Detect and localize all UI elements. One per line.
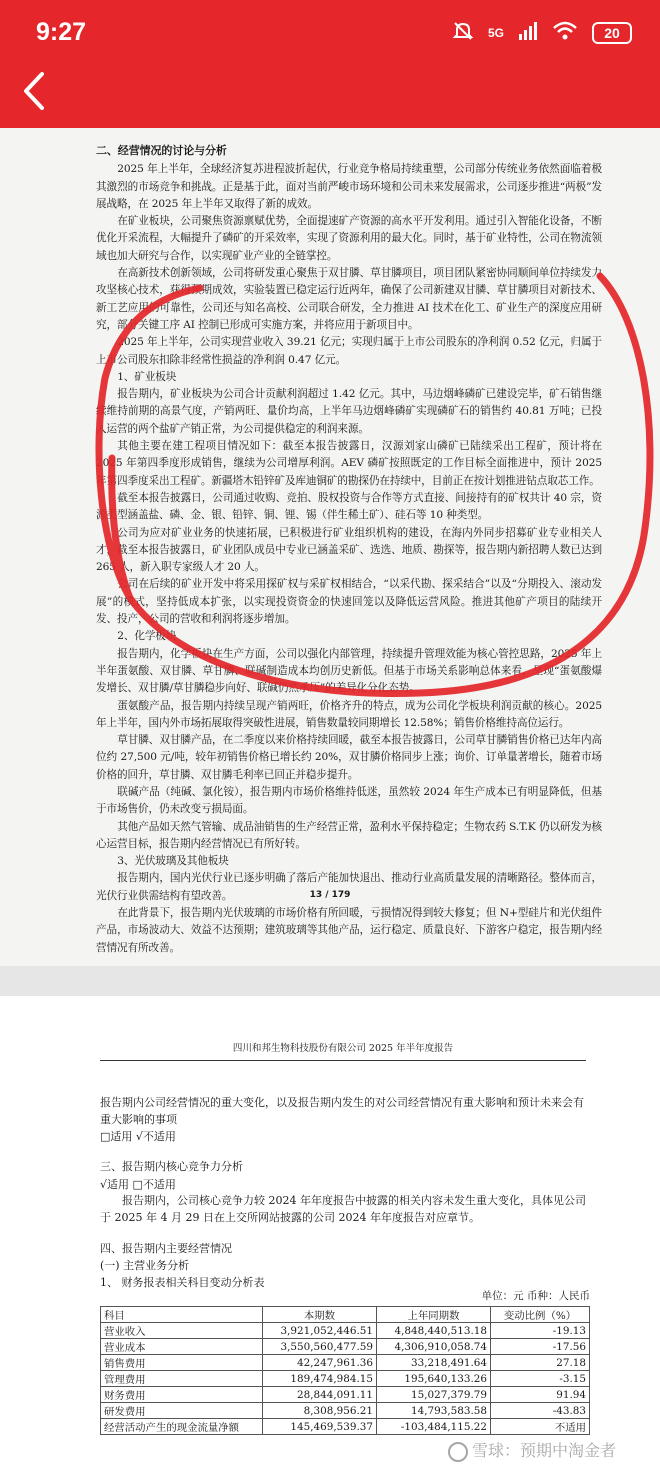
table-row [101,1419,590,1435]
table-cell: 15,027,379.79 [377,1387,491,1403]
table-cell: -17.56 [491,1339,590,1355]
table-cell: -103,484,115.22 [377,1419,491,1435]
watermark [448,1438,616,1462]
battery-indicator: 20 [592,22,632,44]
table-cell: 营业成本 [101,1339,263,1355]
chevron-left-icon [16,66,56,116]
page-number: 13 / 179 [309,890,351,900]
table-cell: 28,844,091.11 [263,1387,377,1403]
table-header: 科目 [101,1307,263,1323]
document-body [96,138,602,957]
section3-text: 报告期内，公司核心竞争力较 2024 年年度报告中披露的相关内容未发生重大变化，具体见公司于 2025 年 4 月 29 日在上交所网站披露的公司 2024 年年度报告对应章节。 [100,1194,586,1224]
table-cell: -43.83 [491,1403,590,1419]
paragraph: 在此背景下，报告期内光伏玻璃的市场价格有所回暖，亏损情况得到较大修复；但 N+型硅片和光伏组件产品，市场波动大、效益不达预期；建筑玻璃等其他产品，运行稳定、质量良好、下游客户稳定，报告期内经营情况有所改善。 [96,907,602,954]
table-cell: 不适用 [491,1419,590,1435]
table-row [101,1323,590,1339]
table-cell: 91.94 [491,1387,590,1403]
page-gap [0,966,660,996]
table-cell: 3,550,560,477.59 [263,1339,377,1355]
sub1-title: (一) 主营业务分析 [100,1259,190,1272]
table-header: 本期数 [263,1307,377,1323]
network-type: 5G [487,26,504,40]
table-row [101,1403,590,1419]
paragraph: 报告期内，化学板块在生产方面，公司以强化内部管理，持续提升管理效能为核心管控思路，2025 年上半年蛋氨酸、双甘膦、草甘膦、联碱制造成本均创历史新低。但基于市场关系影响总体来看，呈现“蛋氨酸爆发增长、双甘膦/草甘膦稳步向好、联碱仍然承压”的差异化分化态势。 [96,647,602,695]
table-cell: 4,848,440,513.18 [377,1323,491,1339]
table-cell: 8,308,956.21 [263,1403,377,1419]
paragraph: 联碱产品（纯碱、氯化铵），报告期内市场价格维持低迷，虽然较 2024 年生产成本已有明显降低，但基于市场售价，仍未改变亏损局面。 [96,785,602,816]
table-cell: 财务费用 [101,1387,263,1403]
table-cell: 189,474,984.15 [263,1371,377,1387]
status-icons [452,20,632,46]
table-row [101,1371,590,1387]
paragraph: 2025 年上半年，全球经济复苏进程波折起伏，行业竞争格局持续重塑，公司部分传统业务依然面临着极其激烈的市场竞争和挑战。正是基于此，面对当前严峻市场环境和公司未来发展需求，公司逐步推进“两极”发展战略，在 2025 年上半年又取得了新的成效。 [96,163,602,210]
unit-line: 单位：元 币种：人民币 [481,1290,590,1302]
signal-icon [518,22,538,44]
mining-title: 1、矿业板块 [117,370,177,383]
table-cell: 14,793,583.58 [377,1403,491,1419]
section3-title: 三、报告期内核心竞争力分析 [100,1160,243,1173]
table-cell: 研发费用 [101,1403,263,1419]
document-page-1 [0,128,660,966]
paragraph: 公司在后续的矿业开发中将采用探矿权与采矿权相结合，“以采代勘、探采结合”以及“分期投入、滚动发展”的模式，坚持低成本扩张，以实现投资资金的快速回笼以及降低运营风险。推进其他矿产项目的陆续开发、投产，公司的营收和利润将逐步增加。 [96,578,602,626]
table-cell: 33,218,491.64 [377,1355,491,1371]
mute-icon [452,20,474,46]
table-cell: 42,247,961.36 [263,1355,377,1371]
paragraph: 其他产品如天然气管输、成品油销售的生产经营正常，盈利水平保持稳定；生物农药 S.T.K 仍以研发为核心运营目标，报告期内经营情况已有所好转。 [96,820,602,850]
table-cell: 145,469,539.37 [263,1419,377,1435]
report-header: 四川和邦生物科技股份有限公司 2025 年半年度报告 [100,1040,586,1061]
table-header: 变动比例（%） [491,1307,590,1323]
table-cell: 4,306,910,058.74 [377,1339,491,1355]
table-header: 上年同期数 [377,1307,491,1323]
major-change-title: 报告期内公司经营情况的重大变化，以及报告期内发生的对公司经营情况有重大影响和预计未来会有重大影响的事项 [100,1096,584,1126]
paragraph: 在矿业板块，公司聚焦资源禀赋优势，全面提速矿产资源的高水平开发利用。通过引入智能化设备，不断优化开采流程，大幅提升了磷矿的开采效率，实现了资源利用的最大化。同时，基于矿业特性，公司在物流领域也加大研究与合作，以实现矿业产业的全链掌控。 [96,215,602,262]
chem-title: 2、化学板块 [117,630,177,643]
table-cell: 销售费用 [101,1355,263,1371]
table-header-row [101,1307,590,1323]
watermark-text: 雪球：预期中淘金者 [472,1441,617,1460]
major-change-check: □适用 √不适用 [100,1130,176,1143]
paragraph: 2025 年上半年，公司实现营业收入 39.21 亿元；实现归属于上市公司股东的净利润 0.52 亿元，归属于上市公司股东扣除非经常性损益的净利润 0.47 亿元。 [96,336,602,366]
app-header [0,0,660,128]
table-row [101,1355,590,1371]
document-page-2 [0,996,660,1467]
table-cell: -3.15 [491,1371,590,1387]
wifi-icon [552,21,578,45]
table-cell: 27.18 [491,1355,590,1371]
paragraph: 公司为应对矿业业务的快速拓展，已积极进行矿业组织机构的建设，在海内外同步招募矿业专业相关人才，截至本报告披露日，矿业团队成员中专业已涵盖采矿、选选、地质、勘探等，报告期内新招聘人数已达到 265 人，新入职专家级人才 20 人。 [96,526,602,574]
financial-table [100,1306,590,1435]
section-heading: 二、经营情况的讨论与分析 [96,144,227,157]
snowball-logo-icon [448,1442,468,1462]
back-button[interactable] [16,66,60,116]
status-time: 9:27 [36,18,87,46]
paragraph: 在高新技术创新领域，公司将研发重心聚焦于双甘膦、草甘膦项目，项目团队紧密协同顺间单位持续发力攻坚核心技术，获得预期成效，实验装置已稳定运行近两年，确保了公司新建双甘膦、草甘膦项目对新技术、新工艺应用的可靠性，公司还与知名高校、公司联合研发，全力推进 AI 技术在化工、矿业生产的深度应用研究，部分关键工序 AI 控制已形成可实施方案，并将应用于新项目中。 [96,267,602,331]
paragraph: 蛋氨酸产品，报告期内持续呈现产销两旺，价格齐升的特点，成为公司化学板块利润贡献的核心。2025 年上半年，国内外市场拓展取得突破性进展，销售数量较同期增长 12.58%；销售价格维持高位运行。 [96,699,602,729]
paragraph: 草甘膦、双甘膦产品，在二季度以来价格持续回暖，截至本报告披露日，公司草甘膦销售价格已达年内高位约 27,500 元/吨，较年初销售价格已增长约 20%，双甘膦价格同步上涨；询价、订单量著增长，随着市场价格的回升，草甘膦、双甘膦毛利率已回正并稳步提升。 [96,734,602,781]
paragraph: 截至本报告披露日，公司通过收购、竞拍、股权投资与合作等方式直接、间接持有的矿权共计 40 宗，资源类型涵盖盐、磷、金、银、铅锌、铜、锂、锡（伴生稀土矿）、硅石等 10 种类型。 [96,491,602,522]
paragraph: 其他主要在建工程项目情况如下：截至本报告披露日，汉源刘家山磷矿已陆续采出工程矿，预计将在 2025 年第四季度形成销售，继续为公司增厚利润。AEV 磷矿按照既定的工作目标全面推进中，预计 2025 年第四季度采出工程矿。新疆塔木铅锌矿及库迪铜矿的勘探仍在持续中，目前正在按计划推进钻点取芯工作。 [96,440,602,487]
table-cell: 管理费用 [101,1371,263,1387]
glass-title: 3、光伏玻璃及其他板块 [117,855,229,868]
table-row [101,1387,590,1403]
section4-title: 四、报告期内主要经营情况 [100,1242,232,1255]
table-cell: 营业收入 [101,1323,263,1339]
sub1-item: 1、 财务报表相关科目变动分析表 [100,1276,265,1289]
section3-check: √适用 □不适用 [100,1178,176,1191]
table-cell: 195,640,133.26 [377,1371,491,1387]
paragraph: 报告期内，矿业板块为公司合计贡献利润超过 1.42 亿元。其中，马边烟峰磷矿已建设完毕，矿石销售继续维持前期的高景气度，产销两旺、量价均高，上半年马边烟峰磷矿实现磷矿石的销售约 40.81 万吨；已投入运营的两个盐矿产销正常，为公司提供稳定的利润来源。 [96,388,602,435]
table-row [101,1339,590,1355]
table-cell: -19.13 [491,1323,590,1339]
table-cell: 经营活动产生的现金流量净额 [101,1419,263,1435]
table-cell: 3,921,052,446.51 [263,1323,377,1339]
paragraph: 报告期内，国内光伏行业已逐步明确了落后产能加快退出、推动行业高质量发展的清晰路径。整体而言，光伏行业供需结构有望改善。 [96,872,602,902]
